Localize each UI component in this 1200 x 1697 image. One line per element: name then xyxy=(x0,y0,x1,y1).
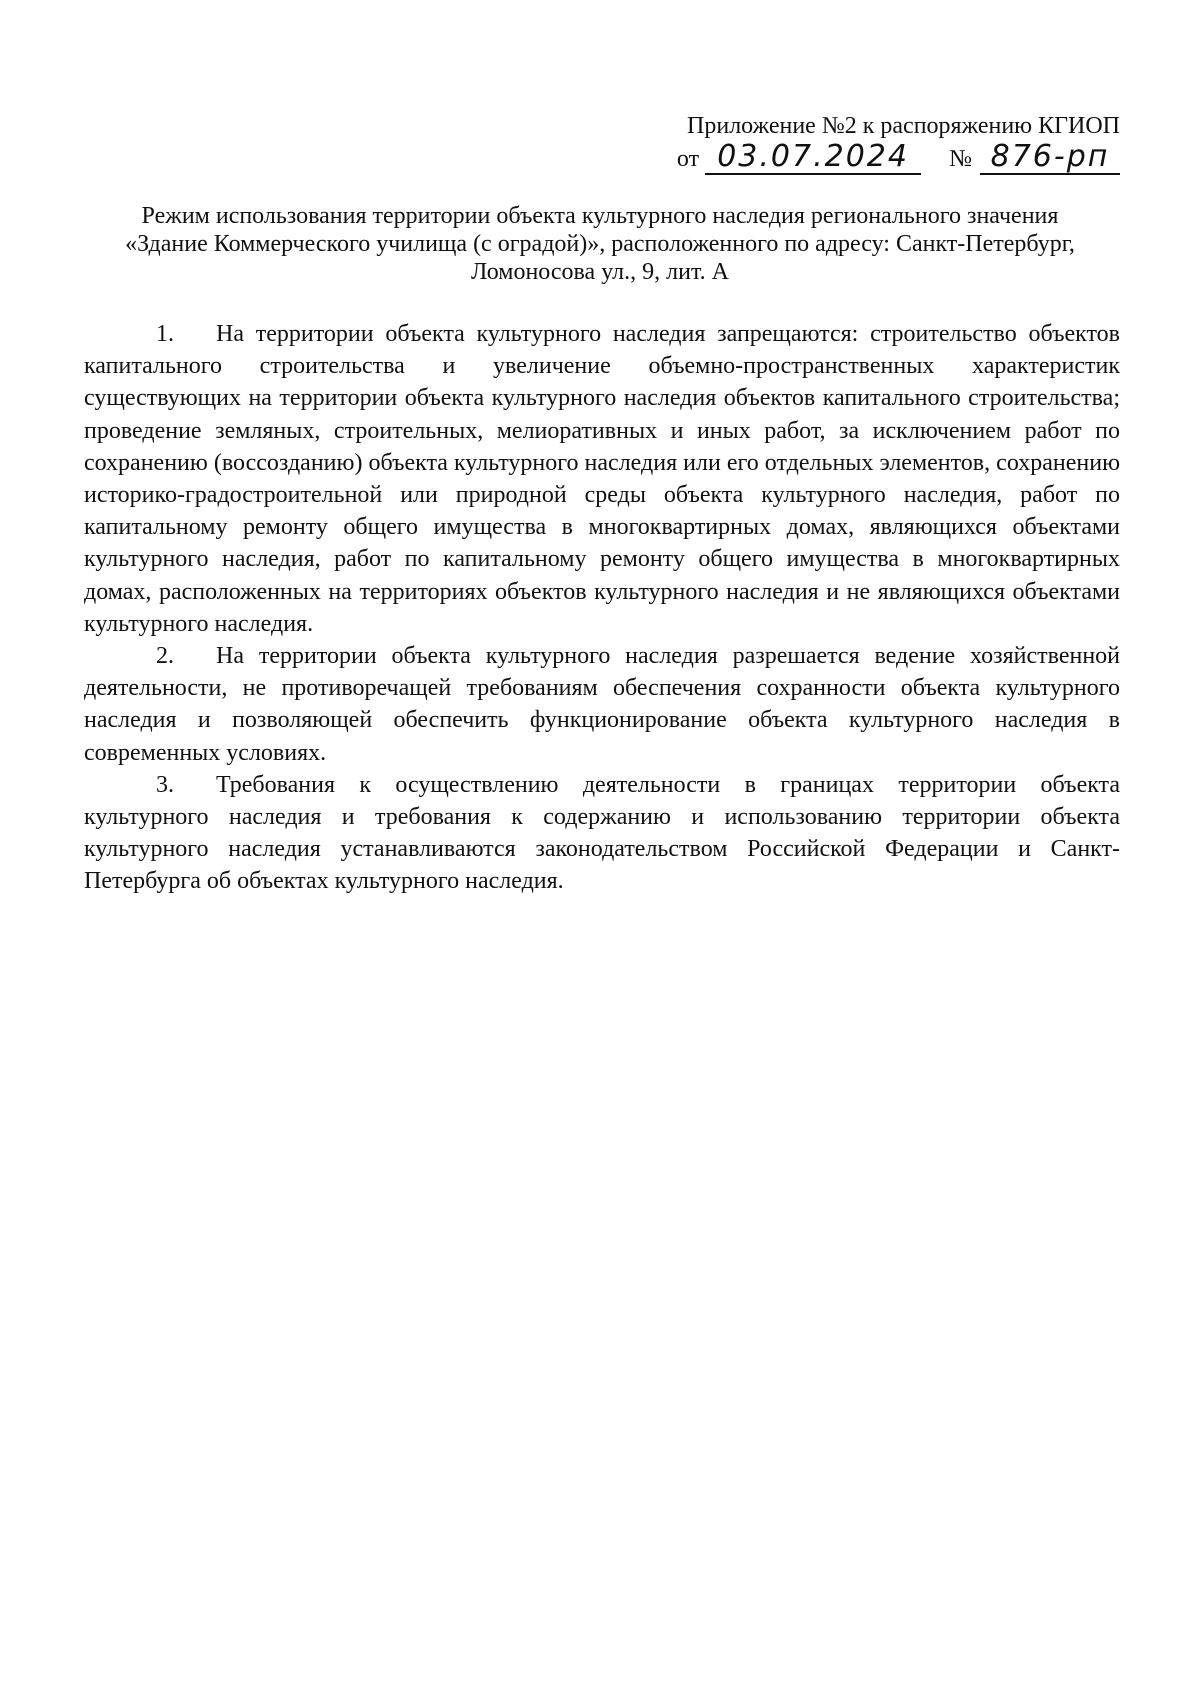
number-sign: № xyxy=(949,146,972,172)
paragraph-text: На территории объекта культурного наследия разрешается ведение хозяйственной деятельности, не противоречащей требованиям обеспечения сохранности объекта культурного наследия и позволяющей обеспечить функционирование объекта культурного наследия в современных условиях. xyxy=(84,643,1120,766)
title-line-1: Режим использования территории объекта культурного наследия регионального значения xyxy=(141,203,1059,229)
paragraph-1 xyxy=(84,318,1120,640)
paragraph-text: На территории объекта культурного наследия запрещаются: строительство объектов капитального строительства и увеличение объемно-пространственных характеристик существующих на территории объекта культурного наследия объектов капитального строительства; проведение земляных, строительных, мелиоративных и иных работ, за исключением работ по сохранению (воссозданию) объекта культурного наследия или его отдельных элементов, сохранению историко-градостроительной или природной среды объекта культурного наследия, работ по капитальному ремонту общего имущества в многоквартирных домах, являющихся объектами культурного наследия, работ по капитальному ремонту общего имущества в многоквартирных домах, расположенных на территориях объектов культурного наследия и не являющихся объектами культурного наследия. xyxy=(84,321,1120,637)
handwritten-number: 876-рп xyxy=(980,142,1120,175)
handwritten-date: 03.07.2024 xyxy=(705,142,921,175)
title-line-3: Ломоносова ул., 9, лит. А xyxy=(471,259,729,285)
appendix-title: Приложение №2 к распоряжению КГИОП xyxy=(687,113,1120,139)
paragraph-number: 3. xyxy=(156,771,174,798)
paragraph-number: 2. xyxy=(156,643,174,670)
paragraph-text: Требования к осуществлению деятельности в границах территории объекта культурного наследия и требования к содержанию и использованию территории объекта культурного наследия устанавливаются законодательством Российской Федерации и Санкт-Петербурга об объектах культурного наследия. xyxy=(84,771,1120,895)
paragraph-3 xyxy=(84,769,1120,898)
paragraph-2 xyxy=(84,640,1120,769)
title-line-2: «Здание Коммерческого училища (с оградой)», расположенного по адресу: Санкт-Петербург, xyxy=(125,231,1075,257)
order-reference xyxy=(650,139,1120,175)
paragraph-number: 1. xyxy=(156,321,174,347)
from-label: от xyxy=(676,146,700,172)
document-title xyxy=(80,202,1120,286)
appendix-header xyxy=(650,112,1120,175)
document-body xyxy=(84,318,1120,898)
